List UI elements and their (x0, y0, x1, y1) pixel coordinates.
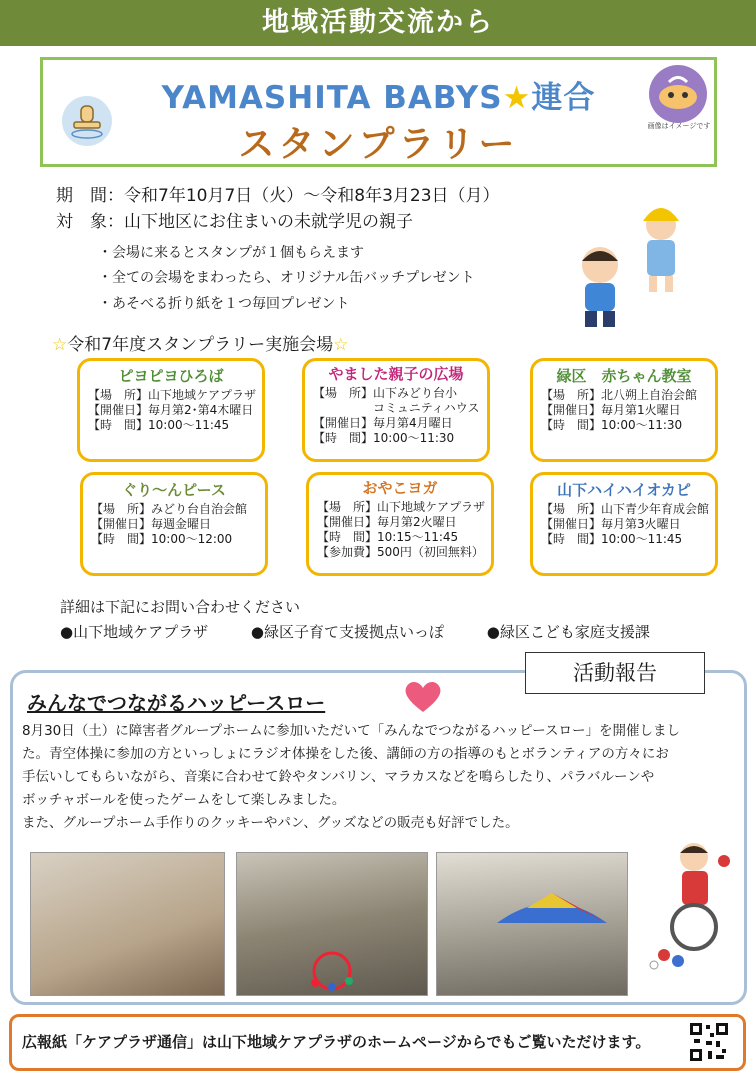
report-title: みんなでつながるハッピースロー (27, 691, 326, 715)
venue-detail: 【時 間】10:00～11:30 (313, 431, 455, 445)
target-line (56, 207, 413, 232)
kids-illustration (565, 195, 690, 335)
target-value: 山下地区にお住まいの未就学児の親子 (124, 212, 413, 232)
venue-detail: 【開催日】毎月第1火曜日 (541, 403, 681, 417)
contact-item: ●山下地域ケアプラザ (60, 623, 209, 641)
venues-heading-text: 令和7年度スタンプラリー実施会場 (67, 335, 334, 355)
venue-name: やました親子の広場 (328, 365, 464, 383)
venue-card (306, 472, 494, 576)
venue-card (77, 358, 265, 462)
event-title-line1 (43, 72, 714, 117)
venue-name: おやこヨガ (362, 479, 438, 497)
venue-detail: 【場 所】山下地域ケアプラザ (317, 500, 486, 514)
contact-intro: 詳細は下記にお問い合わせください (60, 598, 301, 616)
event-title-latin: YAMASHITA BABYS (161, 80, 503, 116)
venue-detail: 【開催日】毎月第2･第4木曜日 (88, 403, 254, 417)
baby-badge-icon (649, 65, 707, 123)
report-label: 活動報告 (525, 652, 705, 694)
venue-detail: コミュニティハウス (313, 401, 480, 415)
venue-card (80, 472, 268, 576)
event-photo (236, 852, 428, 996)
report-body (22, 720, 734, 835)
venue-detail: 【場 所】山下青少年育成会館 (541, 502, 710, 516)
star-icon: ☆ (52, 335, 68, 355)
venue-card (302, 358, 490, 462)
venue-card (530, 358, 718, 462)
venue-detail: 【開催日】毎月第3火曜日 (541, 517, 681, 531)
qr-code-icon[interactable] (688, 1021, 730, 1063)
venue-detail: 【時 間】10:00～11:45 (541, 532, 683, 546)
venue-name: ぐり～んピース (122, 481, 226, 499)
event-photo (30, 852, 225, 996)
venue-detail: 【場 所】みどり台自治会館 (91, 502, 248, 516)
venue-detail: 【時 間】10:00～12:00 (91, 532, 233, 546)
venue-detail: 【場 所】北八朔上自治会館 (541, 388, 698, 402)
image-caption: 画像はイメージです (647, 122, 711, 130)
period-value: 令和7年10月7日（火）～令和8年3月23日（月） (124, 186, 500, 206)
report-line: また、グループホーム手作りのクッキーやパン、グッズなどの販売も好評でした。 (22, 815, 519, 831)
report-line: 手伝いしてもらいながら、音楽に合わせて鈴やタンバリン、マラカスなどを鳴らしたり、パラバルーンや (22, 769, 655, 785)
venue-name: 緑区 赤ちゃん教室 (556, 367, 692, 385)
venue-detail: 【時 間】10:00～11:30 (541, 418, 683, 432)
venue-detail: 【開催日】毎月第2火曜日 (317, 515, 457, 529)
section-header: 地域活動交流から (0, 0, 756, 46)
bullet-item: ・会場に来るとスタンプが１個もらえます (98, 245, 364, 261)
venue-detail: 【開催日】毎月第4月曜日 (313, 416, 453, 430)
bullet-item: ・あそべる折り紙を１つ毎回プレゼント (98, 296, 350, 312)
event-title-line2: スタンプラリー (238, 124, 519, 165)
star-icon: ☆ (333, 335, 349, 355)
stamp-icon (62, 96, 112, 146)
period-label: 期 間： (56, 186, 124, 206)
heart-icon (403, 680, 443, 714)
contact-item: ●緑区子育て支援拠点いっぽ (250, 623, 444, 641)
period-line (56, 181, 500, 206)
venue-detail: 【参加費】500円（初回無料） (317, 545, 484, 559)
venue-detail: 【時 間】10:15～11:45 (317, 530, 459, 544)
event-photo (436, 852, 628, 996)
event-title-rengo: 連合 (531, 80, 596, 116)
venue-card (530, 472, 718, 576)
contact-list (60, 621, 740, 642)
target-label: 対 象： (56, 212, 124, 232)
report-line: た。青空体操に参加の方といっしょにラジオ体操をした後、講師の方の指導のもとボランティアの方々にお (22, 746, 669, 762)
contact-item: ●緑区こども家庭支援課 (486, 623, 650, 641)
venue-name: ピヨピヨひろば (118, 367, 224, 385)
footer-text: 広報紙「ケアプラザ通信」は山下地域ケアプラザのホームページからでもご覧いただけます。 (22, 1033, 651, 1051)
wheelchair-player-illustration (644, 835, 744, 975)
venue-detail: 【時 間】10:00～11:45 (88, 418, 230, 432)
title-star: ★ (502, 80, 532, 116)
report-line: 8月30日（土）に障害者グループホームに参加いただいて「みんなでつながるハッピースロー」を開催しまし (22, 723, 680, 739)
venue-detail: 【場 所】山下みどり台小 (313, 386, 458, 400)
venue-name: 山下ハイハイオカピ (557, 481, 691, 499)
venues-heading (52, 330, 348, 355)
venue-detail: 【場 所】山下地域ケアプラザ (88, 388, 257, 402)
report-line: ボッチャボールを使ったゲームをして楽しみました。 (22, 792, 346, 808)
venue-detail: 【開催日】毎週金曜日 (91, 517, 212, 531)
bullet-item: ・全ての会場をまわったら、オリジナル缶バッチプレゼント (98, 270, 475, 286)
event-title-box (40, 57, 717, 167)
